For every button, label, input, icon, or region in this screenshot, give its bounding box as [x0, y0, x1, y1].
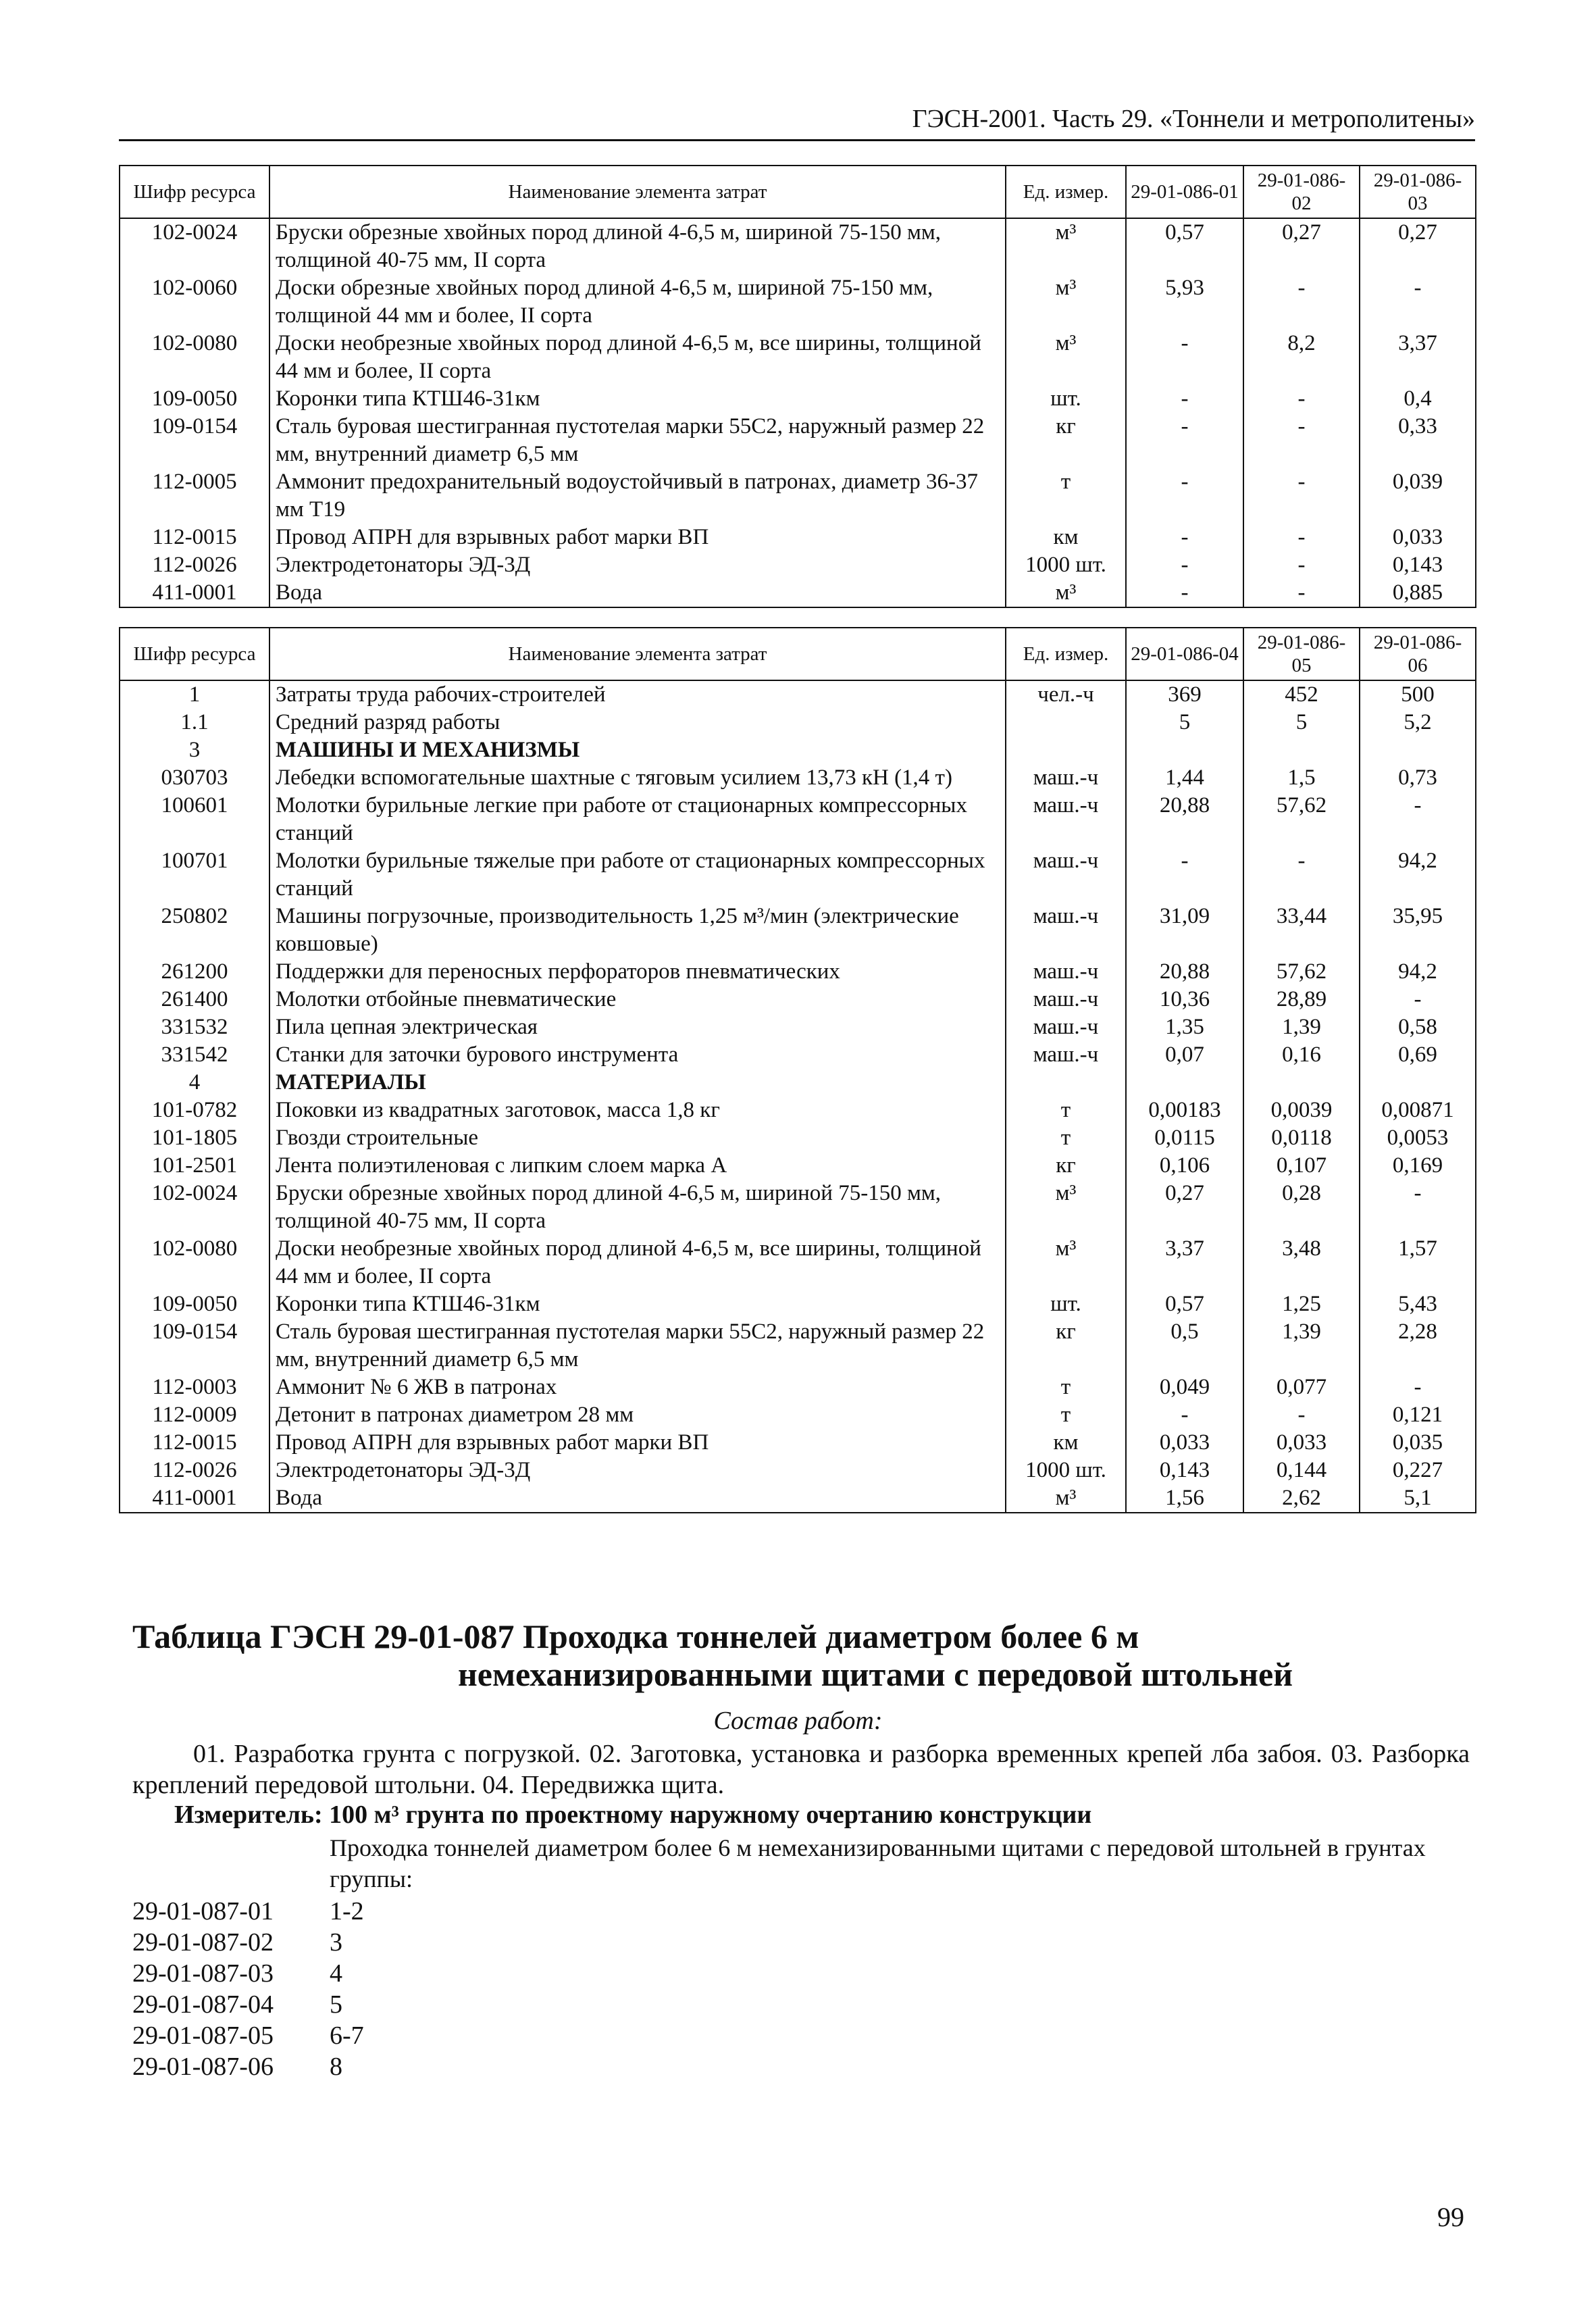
resource-value-2: - [1243, 413, 1360, 468]
variant-item [132, 1989, 364, 2020]
table-row [120, 330, 1476, 385]
resource-value-1: 20,88 [1126, 958, 1243, 986]
header-name: Наименование элемента затрат [269, 628, 1006, 680]
resource-code: 112-0026 [120, 1457, 269, 1484]
table-row [120, 385, 1476, 413]
table-row [120, 680, 1476, 709]
resource-value-3: 0,4 [1360, 385, 1476, 413]
resource-value-2: - [1243, 847, 1360, 903]
resource-value-1: - [1126, 847, 1243, 903]
resource-value-3: 0,00871 [1360, 1097, 1476, 1124]
resource-value-2 [1243, 736, 1360, 764]
resource-code: 109-0154 [120, 1318, 269, 1374]
resource-unit: м³ [1006, 1235, 1126, 1290]
resource-code: 102-0080 [120, 1235, 269, 1290]
resource-name: Поковки из квадратных заготовок, масса 1,8 кг [269, 1097, 1006, 1124]
resource-value-3: 5,2 [1360, 709, 1476, 736]
resource-name: Лента полиэтиленовая с липким слоем марка А [269, 1152, 1006, 1180]
resource-value-1: 31,09 [1126, 903, 1243, 958]
resource-code: 112-0015 [120, 1429, 269, 1457]
variant-item [132, 1958, 364, 1989]
resource-value-3 [1360, 736, 1476, 764]
resource-name: МАШИНЫ И МЕХАНИЗМЫ [269, 736, 1006, 764]
table-row [120, 1235, 1476, 1290]
resource-value-1: 10,36 [1126, 986, 1243, 1013]
resource-value-3: 0,035 [1360, 1429, 1476, 1457]
resource-name: Средний разряд работы [269, 709, 1006, 736]
resource-code: 112-0026 [120, 551, 269, 579]
resource-code: 102-0024 [120, 218, 269, 274]
resource-name: Бруски обрезные хвойных пород длиной 4-6,5 м, шириной 75-150 мм, толщиной 40-75 мм, II сорта [269, 1180, 1006, 1235]
header-code: Шифр ресурса [120, 628, 269, 680]
resource-value-1: 0,0115 [1126, 1124, 1243, 1152]
resource-name: Молотки бурильные легкие при работе от стационарных компрессорных станций [269, 792, 1006, 847]
resource-value-2: 0,107 [1243, 1152, 1360, 1180]
operations-text: 01. Разработка грунта с погрузкой. 02. Заготовка, установка и разборка временных крепей лба забоя. 03. Разборка креплений передовой штольни. 04. Передвижка щита. [132, 1740, 1470, 1799]
resource-value-2: - [1243, 579, 1360, 607]
resource-value-3: 500 [1360, 680, 1476, 709]
resource-unit: чел.-ч [1006, 680, 1126, 709]
resource-table-086-01-03 [119, 165, 1476, 608]
resource-code: 261400 [120, 986, 269, 1013]
resource-value-1: 369 [1126, 680, 1243, 709]
table-row [120, 986, 1476, 1013]
resource-name: Гвозди строительные [269, 1124, 1006, 1152]
resource-unit: 1000 шт. [1006, 551, 1126, 579]
resource-unit: т [1006, 1097, 1126, 1124]
resource-code: 109-0050 [120, 385, 269, 413]
resource-name: Провод АПРН для взрывных работ марки ВП [269, 524, 1006, 551]
resource-value-2: 0,16 [1243, 1041, 1360, 1069]
resource-value-3: - [1360, 986, 1476, 1013]
table-row [120, 413, 1476, 468]
resource-value-2: 33,44 [1243, 903, 1360, 958]
resource-name: Машины погрузочные, производительность 1,25 м³/мин (электрические ковшовые) [269, 903, 1006, 958]
resource-code: 030703 [120, 764, 269, 792]
resource-value-2: 28,89 [1243, 986, 1360, 1013]
resource-value-1: - [1126, 1401, 1243, 1429]
resource-value-1: 5,93 [1126, 274, 1243, 330]
resource-unit: т [1006, 1374, 1126, 1401]
resource-name: Сталь буровая шестигранная пустотелая марки 55С2, наружный размер 22 мм, внутренний диаметр 6,5 мм [269, 413, 1006, 468]
resource-value-2: - [1243, 468, 1360, 524]
table-row [120, 1152, 1476, 1180]
measure-unit: Измеритель: 100 м³ грунта по проектному наружному очертанию конструкции [174, 1801, 1092, 1829]
resource-value-2: 3,48 [1243, 1235, 1360, 1290]
resource-name: Провод АПРН для взрывных работ марки ВП [269, 1429, 1006, 1457]
variant-group: 8 [330, 2053, 342, 2081]
resource-unit: маш.-ч [1006, 792, 1126, 847]
table-header-row [120, 166, 1476, 218]
resource-name: Станки для заточки бурового инструмента [269, 1041, 1006, 1069]
resource-name: Затраты труда рабочих-строителей [269, 680, 1006, 709]
variant-item [132, 1896, 364, 1927]
resource-unit: м³ [1006, 1484, 1126, 1513]
resource-code: 331542 [120, 1041, 269, 1069]
resource-value-3: 2,28 [1360, 1318, 1476, 1374]
variant-group: 1-2 [330, 1897, 364, 1926]
resource-code: 411-0001 [120, 579, 269, 607]
resource-value-1: 1,56 [1126, 1484, 1243, 1513]
resource-code: 100701 [120, 847, 269, 903]
resource-unit: маш.-ч [1006, 903, 1126, 958]
header-col-3: 29-01-086-06 [1360, 628, 1476, 680]
resource-unit: т [1006, 1401, 1126, 1429]
resource-unit: т [1006, 1124, 1126, 1152]
variant-group: 6-7 [330, 2021, 364, 2050]
resource-value-2: 1,5 [1243, 764, 1360, 792]
resource-unit: шт. [1006, 1290, 1126, 1318]
resource-value-3: 35,95 [1360, 903, 1476, 958]
resource-value-3: - [1360, 1180, 1476, 1235]
resource-value-2: 0,27 [1243, 218, 1360, 274]
page-number: 99 [1437, 2202, 1464, 2232]
resource-code: 102-0024 [120, 1180, 269, 1235]
resource-value-2: - [1243, 274, 1360, 330]
resource-code: 109-0050 [120, 1290, 269, 1318]
resource-code: 101-2501 [120, 1152, 269, 1180]
resource-value-3: 0,27 [1360, 218, 1476, 274]
resource-name: Доски обрезные хвойных пород длиной 4-6,5 м, шириной 75-150 мм, толщиной 44 мм и более, II сорта [269, 274, 1006, 330]
table-row [120, 903, 1476, 958]
resource-value-3: 0,039 [1360, 468, 1476, 524]
resource-value-1: - [1126, 524, 1243, 551]
resource-value-2: - [1243, 524, 1360, 551]
resource-value-3: 0,033 [1360, 524, 1476, 551]
resource-unit: кг [1006, 1152, 1126, 1180]
table-row [120, 468, 1476, 524]
resource-unit: кг [1006, 413, 1126, 468]
resource-value-3: 0,58 [1360, 1013, 1476, 1041]
resource-value-3: 0,73 [1360, 764, 1476, 792]
table-row [120, 1124, 1476, 1152]
resource-value-3: - [1360, 792, 1476, 847]
resource-value-2: 57,62 [1243, 792, 1360, 847]
operations-heading: Состав работ: [713, 1707, 883, 1735]
resource-value-1: 0,07 [1126, 1041, 1243, 1069]
resource-value-3 [1360, 1069, 1476, 1097]
resource-unit: маш.-ч [1006, 1041, 1126, 1069]
table-row [120, 1457, 1476, 1484]
header-col-2: 29-01-086-05 [1243, 628, 1360, 680]
variant-item [132, 2020, 364, 2051]
resource-value-1: 0,106 [1126, 1152, 1243, 1180]
resource-code: 261200 [120, 958, 269, 986]
resource-value-3: 0,121 [1360, 1401, 1476, 1429]
resource-value-2: 0,144 [1243, 1457, 1360, 1484]
resource-code: 112-0005 [120, 468, 269, 524]
resource-value-2: 1,39 [1243, 1013, 1360, 1041]
resource-unit: м³ [1006, 330, 1126, 385]
resource-value-2: 8,2 [1243, 330, 1360, 385]
header-unit: Ед. измер. [1006, 166, 1126, 218]
header-unit: Ед. измер. [1006, 628, 1126, 680]
running-title: ГЭСН-2001. Часть 29. «Тоннели и метрополитены» [119, 104, 1475, 141]
resource-code: 109-0154 [120, 413, 269, 468]
variants-list [132, 1896, 364, 2082]
resource-value-3: 0,143 [1360, 551, 1476, 579]
variant-code: 29-01-087-02 [132, 1928, 274, 1957]
variant-code: 29-01-087-04 [132, 1990, 274, 2019]
resource-value-1: 0,57 [1126, 218, 1243, 274]
table-row [120, 1374, 1476, 1401]
table-row [120, 709, 1476, 736]
resource-code: 112-0015 [120, 524, 269, 551]
resource-value-2: 0,033 [1243, 1429, 1360, 1457]
header-name: Наименование элемента затрат [269, 166, 1006, 218]
resource-unit: т [1006, 468, 1126, 524]
resource-unit [1006, 736, 1126, 764]
resource-value-1: 0,00183 [1126, 1097, 1243, 1124]
table-row [120, 274, 1476, 330]
resource-name: Вода [269, 579, 1006, 607]
resource-name: Электродетонаторы ЭД-3Д [269, 1457, 1006, 1484]
table-header-row [120, 628, 1476, 680]
resource-unit [1006, 709, 1126, 736]
resource-value-3: 0,885 [1360, 579, 1476, 607]
table-row [120, 847, 1476, 903]
resource-value-1: 3,37 [1126, 1235, 1243, 1290]
resource-value-1: - [1126, 413, 1243, 468]
resource-value-1: 0,57 [1126, 1290, 1243, 1318]
resource-value-1 [1126, 736, 1243, 764]
resource-value-1: - [1126, 468, 1243, 524]
variant-group: 4 [330, 1959, 342, 1988]
resource-unit [1006, 1069, 1126, 1097]
resource-value-1: 1,44 [1126, 764, 1243, 792]
resource-value-1: 0,27 [1126, 1180, 1243, 1235]
resource-name: Молотки отбойные пневматические [269, 986, 1006, 1013]
resource-name: Аммонит № 6 ЖВ в патронах [269, 1374, 1006, 1401]
variant-item [132, 2051, 364, 2082]
resource-value-2: 2,62 [1243, 1484, 1360, 1513]
resource-unit: маш.-ч [1006, 958, 1126, 986]
resource-value-1: 20,88 [1126, 792, 1243, 847]
resource-value-3: - [1360, 274, 1476, 330]
resource-value-1: 5 [1126, 709, 1243, 736]
resource-value-2: 452 [1243, 680, 1360, 709]
resource-table-086-04-06 [119, 627, 1476, 1513]
resource-value-1: 0,5 [1126, 1318, 1243, 1374]
header-col-2: 29-01-086-02 [1243, 166, 1360, 218]
resource-name: Молотки бурильные тяжелые при работе от стационарных компрессорных станций [269, 847, 1006, 903]
variant-group: 3 [330, 1928, 342, 1957]
variant-item [132, 1927, 364, 1958]
resource-code: 1 [120, 680, 269, 709]
resource-name: Коронки типа КТШ46-31км [269, 1290, 1006, 1318]
resource-value-2: - [1243, 385, 1360, 413]
resource-name: Доски необрезные хвойных пород длиной 4-6,5 м, все ширины, толщиной 44 мм и более, II сорта [269, 330, 1006, 385]
variants-intro: Проходка тоннелей диаметром более 6 м немеханизированными щитами с передовой штольней в грунтах группы: [330, 1834, 1426, 1892]
resource-name: Лебедки вспомогательные шахтные с тяговым усилием 13,73 кН (1,4 т) [269, 764, 1006, 792]
table-row [120, 1429, 1476, 1457]
variant-code: 29-01-087-01 [132, 1897, 274, 1926]
resource-unit: км [1006, 524, 1126, 551]
table-row [120, 579, 1476, 607]
resource-value-3: 0,227 [1360, 1457, 1476, 1484]
resource-value-1: 1,35 [1126, 1013, 1243, 1041]
table-row [120, 1097, 1476, 1124]
table-row [120, 1318, 1476, 1374]
header-col-3: 29-01-086-03 [1360, 166, 1476, 218]
resource-value-1: - [1126, 551, 1243, 579]
resource-value-1: 0,033 [1126, 1429, 1243, 1457]
resource-unit: шт. [1006, 385, 1126, 413]
table-row [120, 1013, 1476, 1041]
resource-unit: кг [1006, 1318, 1126, 1374]
resource-value-2: 0,28 [1243, 1180, 1360, 1235]
table-title-line-2: немеханизированными щитами с передовой штольней [457, 1655, 1293, 1693]
resource-unit: маш.-ч [1006, 764, 1126, 792]
resource-code: 3 [120, 736, 269, 764]
resource-value-3: 5,43 [1360, 1290, 1476, 1318]
resource-value-3: 94,2 [1360, 847, 1476, 903]
resource-code: 4 [120, 1069, 269, 1097]
table-row [120, 551, 1476, 579]
resource-value-3: 1,57 [1360, 1235, 1476, 1290]
resource-value-2: 1,25 [1243, 1290, 1360, 1318]
resource-value-2: - [1243, 551, 1360, 579]
resource-unit: м³ [1006, 218, 1126, 274]
resource-name: Поддержки для переносных перфораторов пневматических [269, 958, 1006, 986]
resource-value-3: 0,69 [1360, 1041, 1476, 1069]
variant-code: 29-01-087-03 [132, 1959, 274, 1988]
resource-name: Коронки типа КТШ46-31км [269, 385, 1006, 413]
table-row [120, 218, 1476, 274]
variant-code: 29-01-087-05 [132, 2021, 274, 2050]
resource-name: Доски необрезные хвойных пород длиной 4-6,5 м, все ширины, толщиной 44 мм и более, II сорта [269, 1235, 1006, 1290]
header-col-1: 29-01-086-04 [1126, 628, 1243, 680]
resource-value-2: 57,62 [1243, 958, 1360, 986]
resource-code: 101-0782 [120, 1097, 269, 1124]
resource-code: 100601 [120, 792, 269, 847]
resource-code: 112-0009 [120, 1401, 269, 1429]
variant-group: 5 [330, 1990, 342, 2019]
resource-value-2: 1,39 [1243, 1318, 1360, 1374]
resource-value-3: 0,0053 [1360, 1124, 1476, 1152]
resource-name: Сталь буровая шестигранная пустотелая марки 55С2, наружный размер 22 мм, внутренний диаметр 6,5 мм [269, 1318, 1006, 1374]
table-row [120, 524, 1476, 551]
resource-unit: м³ [1006, 1180, 1126, 1235]
table-row [120, 958, 1476, 986]
resource-name: Бруски обрезные хвойных пород длиной 4-6,5 м, шириной 75-150 мм, толщиной 40-75 мм, II сорта [269, 218, 1006, 274]
resource-code: 250802 [120, 903, 269, 958]
resource-unit: 1000 шт. [1006, 1457, 1126, 1484]
resource-code: 112-0003 [120, 1374, 269, 1401]
resource-code: 102-0060 [120, 274, 269, 330]
resource-code: 101-1805 [120, 1124, 269, 1152]
table-row [120, 792, 1476, 847]
resource-value-1: - [1126, 385, 1243, 413]
resource-name: МАТЕРИАЛЫ [269, 1069, 1006, 1097]
resource-value-1: - [1126, 330, 1243, 385]
section-row [120, 736, 1476, 764]
resource-value-3: - [1360, 1374, 1476, 1401]
resource-value-3: 94,2 [1360, 958, 1476, 986]
resource-value-1: 0,143 [1126, 1457, 1243, 1484]
resource-code: 331532 [120, 1013, 269, 1041]
resource-value-2: 0,0039 [1243, 1097, 1360, 1124]
resource-value-1: - [1126, 579, 1243, 607]
resource-name: Вода [269, 1484, 1006, 1513]
header-code: Шифр ресурса [120, 166, 269, 218]
resource-value-3: 3,37 [1360, 330, 1476, 385]
variant-code: 29-01-087-06 [132, 2053, 274, 2081]
resource-unit: маш.-ч [1006, 1013, 1126, 1041]
resource-name: Аммонит предохранительный водоустойчивый в патронах, диаметр 36-37 мм Т19 [269, 468, 1006, 524]
header-col-1: 29-01-086-01 [1126, 166, 1243, 218]
resource-value-2: 5 [1243, 709, 1360, 736]
resource-unit: маш.-ч [1006, 986, 1126, 1013]
table-row [120, 1290, 1476, 1318]
resource-value-2: 0,0118 [1243, 1124, 1360, 1152]
resource-value-2 [1243, 1069, 1360, 1097]
section-row [120, 1069, 1476, 1097]
resource-value-3: 0,33 [1360, 413, 1476, 468]
resource-value-3: 5,1 [1360, 1484, 1476, 1513]
resource-code: 1.1 [120, 709, 269, 736]
resource-unit: м³ [1006, 579, 1126, 607]
resource-name: Электродетонаторы ЭД-3Д [269, 551, 1006, 579]
table-row [120, 1041, 1476, 1069]
resource-unit: км [1006, 1429, 1126, 1457]
resource-code: 411-0001 [120, 1484, 269, 1513]
resource-unit: маш.-ч [1006, 847, 1126, 903]
table-title-line-1: Таблица ГЭСН 29-01-087 Проходка тоннелей диаметром более 6 м [132, 1617, 1139, 1655]
table-row [120, 1484, 1476, 1513]
resource-code: 102-0080 [120, 330, 269, 385]
resource-value-1 [1126, 1069, 1243, 1097]
resource-value-3: 0,169 [1360, 1152, 1476, 1180]
table-row [120, 1401, 1476, 1429]
table-row [120, 1180, 1476, 1235]
resource-value-2: 0,077 [1243, 1374, 1360, 1401]
table-row [120, 764, 1476, 792]
resource-unit: м³ [1006, 274, 1126, 330]
resource-value-2: - [1243, 1401, 1360, 1429]
resource-name: Детонит в патронах диаметром 28 мм [269, 1401, 1006, 1429]
resource-name: Пила цепная электрическая [269, 1013, 1006, 1041]
resource-value-1: 0,049 [1126, 1374, 1243, 1401]
